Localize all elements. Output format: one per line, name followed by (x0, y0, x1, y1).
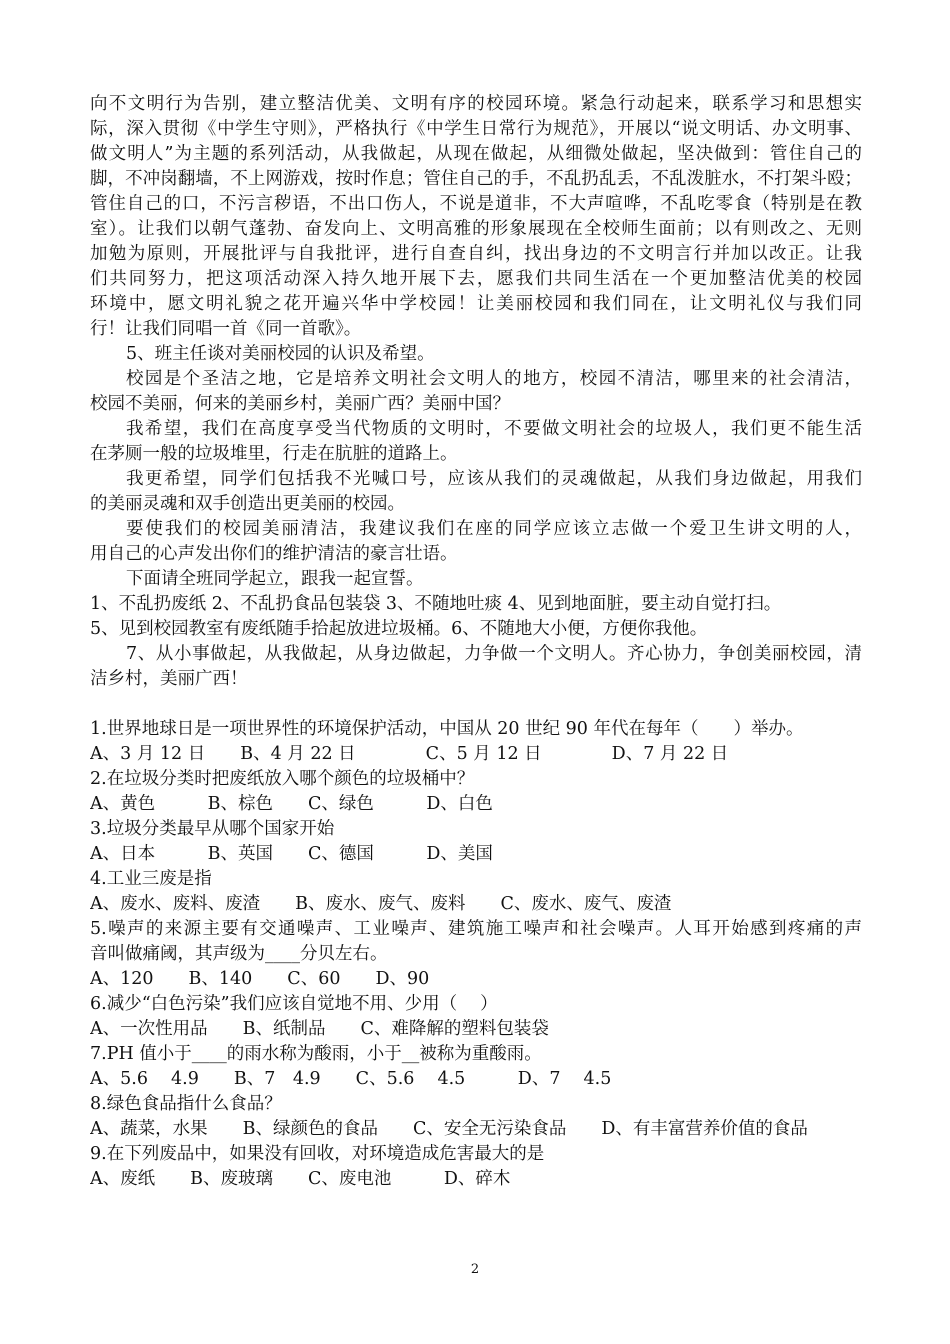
question-options: A、黄色 B、棕色 C、绿色 D、白色 (90, 794, 493, 814)
passage-line: 管住自己的口，不污言秽语，不出口伤人，不说是道非，不大声喧哗，不乱吃零食（特别是在教 (90, 194, 862, 214)
question-options: A、3 月 12 日 B、4 月 22 日 C、5 月 12 日 D、7 月 22 日 (90, 744, 729, 764)
question-text: 8.绿色食品指什么食品？ (90, 1094, 282, 1114)
passage-line: 环境中，愿文明礼貌之花开遍兴华中学校园！让美丽校园和我们同在，让文明礼仪与我们同 (90, 294, 862, 314)
passage-line: 脚，不冲岗翻墙，不上网游戏，按时作息；管住自己的手，不乱扔乱丢，不乱泼脏水，不打架斗殴； (90, 169, 862, 189)
passage-line: 下面请全班同学起立，跟我一起宣誓。 (126, 569, 424, 589)
quiz-question (90, 867, 862, 917)
passage-line: 用自己的心声发出你们的维护清洁的豪言壮语。 (90, 544, 458, 564)
question-text: 4.工业三废是指 (90, 869, 212, 889)
question-text: 7.PH 值小于____的雨水称为酸雨，小于__被称为重酸雨。 (90, 1044, 542, 1064)
question-options: A、废纸 B、废玻璃 C、废电池 D、碎木 (90, 1169, 511, 1189)
passage-line: 我更希望，同学们包括我不光喊口号，应该从我们的灵魂做起，从我们身边做起，用我们 (126, 469, 862, 489)
passage-line: 加勉为原则，开展批评与自我批评，进行自查自纠，找出身边的不文明言行并加以改正。让我 (90, 244, 862, 264)
passage-line: 要使我们的校园美丽清洁，我建议我们在座的同学应该立志做一个爱卫生讲文明的人， (126, 519, 862, 539)
quiz-question (90, 992, 862, 1042)
question-text: 5.噪声的来源主要有交通噪声、工业噪声、建筑施工噪声和社会噪声。人耳开始感到疼痛的声 (90, 919, 862, 939)
passage-line: 们共同努力，把这项活动深入持久地开展下去，愿我们共同生活在一个更加整洁优美的校园 (90, 269, 862, 289)
passage-line: 校园不美丽，何来的美丽乡村，美丽广西？美丽中国？ (90, 394, 510, 414)
quiz-question (90, 917, 862, 992)
page-number: 2 (470, 1262, 480, 1277)
passage-line: 在茅厕一般的垃圾堆里，行走在肮脏的道路上。 (90, 444, 458, 464)
question-text: 1.世界地球日是一项世界性的环境保护活动，中国从 20 世纪 90 年代在每年（ ）举办。 (90, 719, 804, 739)
passage (90, 92, 862, 692)
passage-line: 5、见到校园教室有废纸随手拾起放进垃圾桶。6、不随地大小便，方便你我他。 (90, 619, 708, 639)
question-options: A、5.6 4.9 B、7 4.9 C、5.6 4.5 D、7 4.5 (90, 1069, 612, 1089)
section-gap (90, 692, 862, 717)
passage-line: 7、从小事做起，从我做起，从身边做起，力争做一个文明人。齐心协力，争创美丽校园，清 (126, 644, 862, 664)
question-options: A、日本 B、英国 C、德国 D、美国 (90, 844, 493, 864)
passage-line: 我希望，我们在高度享受当代物质的文明时，不要做文明社会的垃圾人，我们更不能生活 (126, 419, 862, 439)
passage-line: 校园是个圣洁之地，它是培养文明社会文明人的地方，校园不清洁，哪里来的社会清洁， (126, 369, 862, 389)
quiz-question (90, 767, 862, 817)
question-options: A、一次性用品 B、纸制品 C、难降解的塑料包装袋 (90, 1019, 549, 1039)
question-text: 音叫做痛阈，其声级为____分贝左右。 (90, 944, 388, 964)
question-text: 6.减少“白色污染”我们应该自觉地不用、少用（ ） (90, 994, 498, 1014)
passage-line: 室）。让我们以朝气蓬勃、奋发向上、文明高雅的形象展现在全校师生面前；以有则改之、无则 (90, 219, 862, 239)
passage-line: 的美丽灵魂和双手创造出更美丽的校园。 (90, 494, 405, 514)
question-options: A、废水、废料、废渣 B、废水、废气、废料 C、废水、废气、废渣 (90, 894, 672, 914)
passage-line: 行！让我们同唱一首《同一首歌》。 (90, 319, 362, 339)
passage-line: 际，深入贯彻《中学生守则》，严格执行《中学生日常行为规范》，开展以“说文明话、办文明事、 (90, 119, 862, 139)
question-text: 9.在下列废品中，如果没有回收，对环境造成危害最大的是 (90, 1144, 545, 1164)
passage-line: 5、班主任谈对美丽校园的认识及希望。 (126, 344, 435, 364)
question-text: 2.在垃圾分类时把废纸放入哪个颜色的垃圾桶中？ (90, 769, 475, 789)
passage-line: 做文明人”为主题的系列活动，从我做起，从现在做起，从细微处做起，坚决做到：管住自己的 (90, 144, 862, 164)
passage-line: 洁乡村，美丽广西！ (90, 669, 248, 689)
passage-line: 1、不乱扔废纸 2、不乱扔食品包装袋 3、不随地吐痰 4、见到地面脏，要主动自觉打扫。 (90, 594, 782, 614)
passage-line: 向不文明行为告别，建立整洁优美、文明有序的校园环境。紧急行动起来，联系学习和思想实 (90, 94, 862, 114)
quiz-question (90, 1142, 862, 1192)
document-page (90, 92, 862, 1192)
quiz-question (90, 1042, 862, 1092)
question-options: A、蔬菜，水果 B、绿颜色的食品 C、安全无污染食品 D、有丰富营养价值的食品 (90, 1119, 808, 1139)
quiz-question (90, 817, 862, 867)
quiz-question (90, 717, 862, 767)
quiz-question (90, 1092, 862, 1142)
question-options: A、120 B、140 C、60 D、90 (90, 969, 430, 989)
question-text: 3.垃圾分类最早从哪个国家开始 (90, 819, 335, 839)
quiz-questions (90, 717, 862, 1192)
